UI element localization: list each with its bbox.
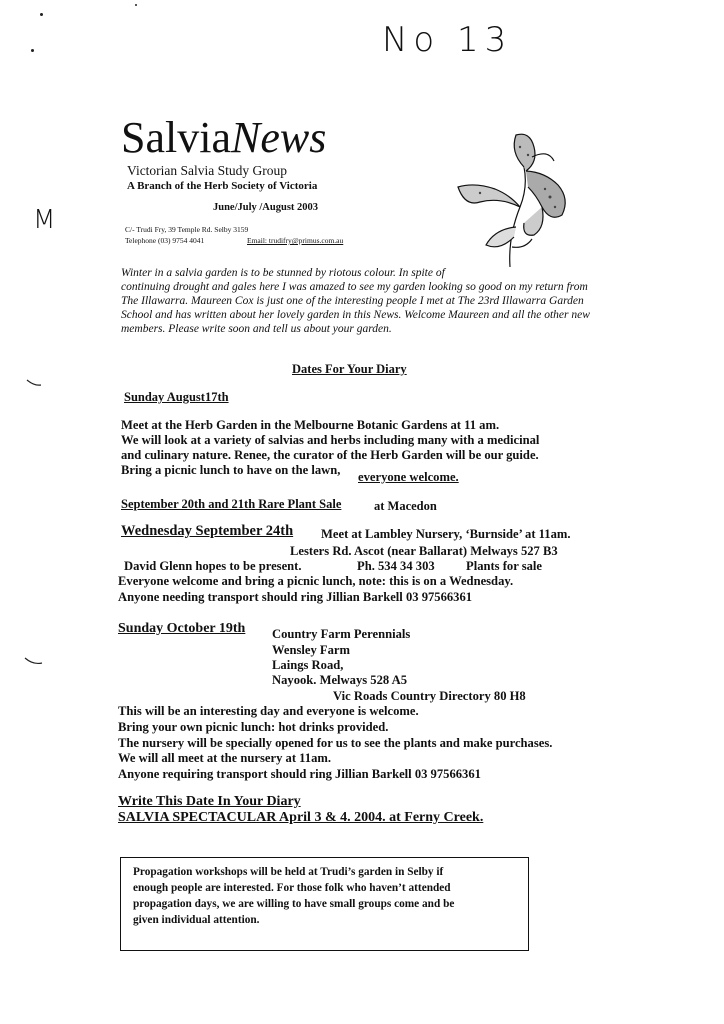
group-name: Victorian Salvia Study Group [127, 163, 288, 178]
event3-phone: Ph. 534 34 303 [357, 559, 435, 573]
handwritten-margin-mark: M [33, 205, 56, 235]
spectacular-line: SALVIA SPECTACULAR April 3 & 4. 2004. at Ferny Creek. [118, 810, 484, 825]
event3-line: Anyone needing transport should ring Jillian Barkell 03 97566361 [118, 590, 473, 604]
intro-line: School and has written about her lovely garden in this News. Welcome Maureen and all the other new [121, 309, 590, 321]
event3-line: David Glenn hopes to be present. [124, 559, 302, 573]
margin-tick-mark [26, 378, 42, 388]
propagation-line: propagation days, we are willing to have small groups come and be [133, 898, 455, 910]
event3-line: Meet at Lambley Nursery, ‘Burnside’ at 11am. [321, 527, 571, 541]
event3-date: Wednesday September 24th [121, 523, 294, 539]
event4-venue: Country Farm Perennials [272, 627, 411, 641]
handwritten-issue-number: No 13 [382, 20, 513, 60]
newsletter-title: SalviaNews [121, 113, 327, 162]
salvia-flower-illustration [450, 127, 580, 273]
propagation-line: enough people are interested. For those folk who haven’t attended [133, 882, 451, 894]
propagation-notice-box [120, 857, 529, 951]
intro-line: Winter in a salvia garden is to be stunned by riotous colour. In spite of [121, 267, 445, 279]
margin-tick-mark [24, 656, 44, 668]
event3-line: Lesters Rd. Ascot (near Ballarat) Melways 527 B3 [290, 544, 558, 558]
issue-date: June/July /August 2003 [213, 202, 319, 213]
scan-speck [31, 49, 34, 52]
propagation-line: Propagation workshops will be held at Trudi’s garden in Selby if [133, 866, 444, 878]
event4-line: Anyone requiring transport should ring Jillian Barkell 03 97566361 [118, 767, 481, 781]
intro-line: continuing drought and gales here I was amazed to see my garden looking so good on my return from [121, 281, 588, 293]
event4-directory: Vic Roads Country Directory 80 H8 [333, 689, 526, 703]
spectacular-heading: Write This Date In Your Diary [118, 794, 301, 809]
contact-address: C/- Trudi Fry, 39 Temple Rd. Selby 3159 [125, 225, 249, 234]
event2-date: September 20th and 21th Rare Plant Sale [121, 497, 342, 511]
contact-telephone: Telephone (03) 9754 4041 [125, 236, 205, 245]
event4-venue: Laings Road, [272, 658, 344, 672]
intro-line: The Illawarra. Maureen Cox is just one of the interesting people I met at The 23rd Illawarra Garden [121, 295, 584, 307]
event1-line: Bring a picnic lunch to have on the lawn, [121, 463, 341, 477]
event3-line: Plants for sale [466, 559, 543, 573]
propagation-line: given individual attention. [133, 914, 260, 926]
event1-welcome: everyone welcome. [358, 470, 459, 484]
event4-line: This will be an interesting day and everyone is welcome. [118, 704, 419, 718]
diary-heading: Dates For Your Diary [292, 362, 407, 376]
event4-line: The nursery will be specially opened for us to see the plants and make purchases. [118, 736, 553, 750]
scan-speck [40, 13, 43, 16]
event1-line: and culinary nature. Renee, the curator of the Herb Garden will be our guide. [121, 448, 539, 462]
event1-line: Meet at the Herb Garden in the Melbourne Botanic Gardens at 11 am. [121, 418, 500, 432]
event4-line: Bring your own picnic lunch: hot drinks provided. [118, 720, 389, 734]
event1-line: We will look at a variety of salvias and herbs including many with a medicinal [121, 433, 540, 447]
event3-line: Everyone welcome and bring a picnic lunch, note: this is on a Wednesday. [118, 574, 514, 588]
event4-venue: Wensley Farm [272, 643, 350, 657]
scan-speck [135, 4, 137, 6]
intro-line: members. Please write soon and tell us about your garden. [121, 323, 392, 335]
event4-line: We will all meet at the nursery at 11am. [118, 751, 332, 765]
contact-email: Email: trudifry@primus.com.au [247, 236, 344, 245]
branch-line: A Branch of the Herb Society of Victoria [127, 180, 318, 192]
event1-date: Sunday August17th [124, 390, 229, 404]
event2-place: at Macedon [374, 499, 437, 513]
event4-date: Sunday October 19th [118, 621, 246, 636]
event4-venue: Nayook. Melways 528 A5 [272, 673, 408, 687]
